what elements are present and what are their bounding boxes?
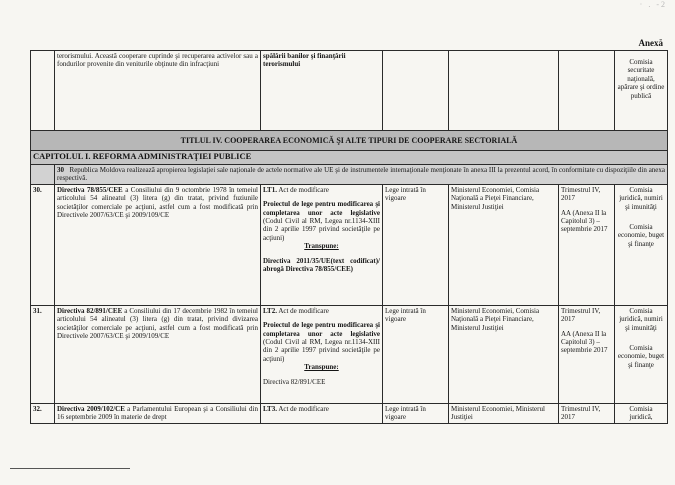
cell-committee: [615, 51, 668, 131]
cell-deadline: [559, 184, 615, 305]
project-title: Proiectul de lege pentru modificarea şi completarea unor acte legislative: [263, 200, 380, 217]
cell-deadline: Trimestrul IV, 2017: [559, 403, 615, 423]
lt-text: Act de modificare: [276, 185, 329, 194]
deadline-secondary: AA (Anexa II la Capitolul 3) – septembrie 2017: [561, 208, 608, 234]
deadline-secondary: AA (Anexa II la Capitolul 3) – septembrie 2017: [561, 329, 608, 355]
lt-text: Act de modificare: [276, 404, 329, 413]
cell-directive: [55, 403, 261, 423]
cell-directive: [55, 305, 261, 403]
chapter-row: [31, 151, 668, 165]
article-cell: [55, 165, 668, 185]
project-text: (Codul Civil al RM, Legea nr.1134-XIII din 2 aprilie 1997 privind societăţile pe acţiuni): [263, 338, 380, 363]
transposes-text: Directiva 2011/35/UE(text codificat)/ abrogă Directiva 78/855/CEE): [263, 256, 380, 274]
committee-primary: Comisia juridică, numiri şi imunităţi: [619, 185, 663, 211]
document-page: [30, 50, 667, 424]
row-number: 31.: [31, 305, 55, 403]
cell-directive: terorismului. Această cooperare cuprinde şi recuperarea activelor sau a fondurilor provenite din veniturile obţinute din infracţiuni: [55, 51, 261, 131]
committee-secondary: Comisia economie, buget şi finanţe: [617, 344, 665, 369]
annex-label: Anexă: [638, 38, 663, 48]
lt-code: LT1.: [263, 185, 277, 194]
directive-text: a Consiliului din 17 decembrie 1982 în temeiul articolului 54 alineatul (3) litera (g) din tratat, privind divizarea societăţilor comerciale pe acţiuni, astfel cum a fost modificată prin Directivele 2007/63/CE şi 2009/109/CE: [57, 306, 258, 341]
cell-committee: Comisia juridică,: [615, 403, 668, 423]
cell-institution: [449, 51, 559, 131]
section-title: TITLUL IV. COOPERAREA ECONOMICĂ ŞI ALTE TIPURI DE COOPERARE SECTORIALĂ: [31, 131, 668, 151]
deadline-primary: Trimestrul IV, 2017: [561, 185, 601, 203]
article-row: [31, 165, 668, 185]
committee-text: Comisia securitate naţională, apărare şi ordine publică: [617, 58, 665, 100]
table-row: [31, 305, 668, 403]
cell-committee: [615, 305, 668, 403]
cell-committee: [615, 184, 668, 305]
lt-code: LT2.: [263, 306, 277, 315]
cell-act: [261, 403, 383, 423]
corner-marks: · . -2: [639, 0, 667, 9]
table-row: [31, 403, 668, 423]
article-empty-cell: [31, 165, 55, 185]
cell-institution: Ministerul Economiei, Comisia Naţională a Pieţei Financiare, Ministerul Justiţiei: [449, 184, 559, 305]
cell-type: Lege intrată în vigoare: [383, 403, 449, 423]
project-text: (Codul Civil al RM, Legea nr.1134-XIII din 2 aprilie 1997 privind societăţile pe acţiuni): [263, 217, 380, 242]
cell-type: Lege intrată în vigoare: [383, 305, 449, 403]
chapter-title: CAPITOLUL I. REFORMA ADMINISTRAŢIEI PUBLICE: [31, 151, 668, 165]
article-text: Republica Moldova realizează apropierea legislaţiei sale naţionale de actele normative ale UE şi de instrumentele internaţionale menţionate în anexa III la prezentul acord, în conformitate cu dispoziţiile din anexa respectivă.: [57, 166, 666, 183]
cell-institution: Ministerul Economiei, Ministerul Justiţiei: [449, 403, 559, 423]
article-number: 30: [57, 166, 64, 174]
legislation-table: [30, 50, 668, 424]
committee-primary: Comisia juridică, numiri şi imunităţi: [619, 306, 663, 332]
cell-act: [261, 305, 383, 403]
directive-title: Directiva 78/855/CEE: [57, 185, 123, 194]
transposes-text: Directiva 82/891/CEE: [263, 377, 326, 386]
cell-num: [31, 51, 55, 131]
cell-act: [261, 184, 383, 305]
row-number: 30.: [31, 184, 55, 305]
cell-deadline: [559, 51, 615, 131]
directive-text: a Parlamentului European şi a Consiliului din 16 septembrie 2009 în materie de drept: [57, 404, 258, 422]
row-number: 32.: [31, 403, 55, 423]
directive-title: Directiva 82/891/CEE: [57, 306, 123, 315]
project-title: Proiectul de lege pentru modificarea şi completarea unor acte legislative: [263, 321, 380, 338]
table-row-continued: [31, 51, 668, 131]
lt-text: Act de modificare: [276, 306, 329, 315]
table-row: [31, 184, 668, 305]
transposes-label: Transpune:: [304, 242, 339, 251]
directive-title: Directiva 2009/102/CE: [57, 404, 125, 413]
cell-deadline: [559, 305, 615, 403]
committee-secondary: Comisia economie, buget şi finanţe: [617, 223, 665, 248]
cell-directive: [55, 184, 261, 305]
lt-code: LT3.: [263, 404, 277, 413]
cell-act: spălării banilor şi finanţării terorismului: [261, 51, 383, 131]
transposes-label: Transpune:: [304, 363, 339, 372]
cell-type: [383, 51, 449, 131]
directive-text: a Consiliului din 9 octombrie 1978 în temeiul articolului 54 alineatul (3) litera (g) din tratat, privind fuziunile societăţilor comerciale pe acţiuni, astfel cum a fost modificată prin Directivele 2007/63/CE şi 2009/109/CE: [57, 185, 258, 220]
cell-institution: Ministerul Economiei, Comisia Naţională a Pieţei Financiare, Ministerul Justiţiei: [449, 305, 559, 403]
deadline-primary: Trimestrul IV, 2017: [561, 306, 601, 324]
footnote-rule: [10, 468, 130, 469]
cell-type: Lege intrată în vigoare: [383, 184, 449, 305]
title-row: [31, 131, 668, 151]
